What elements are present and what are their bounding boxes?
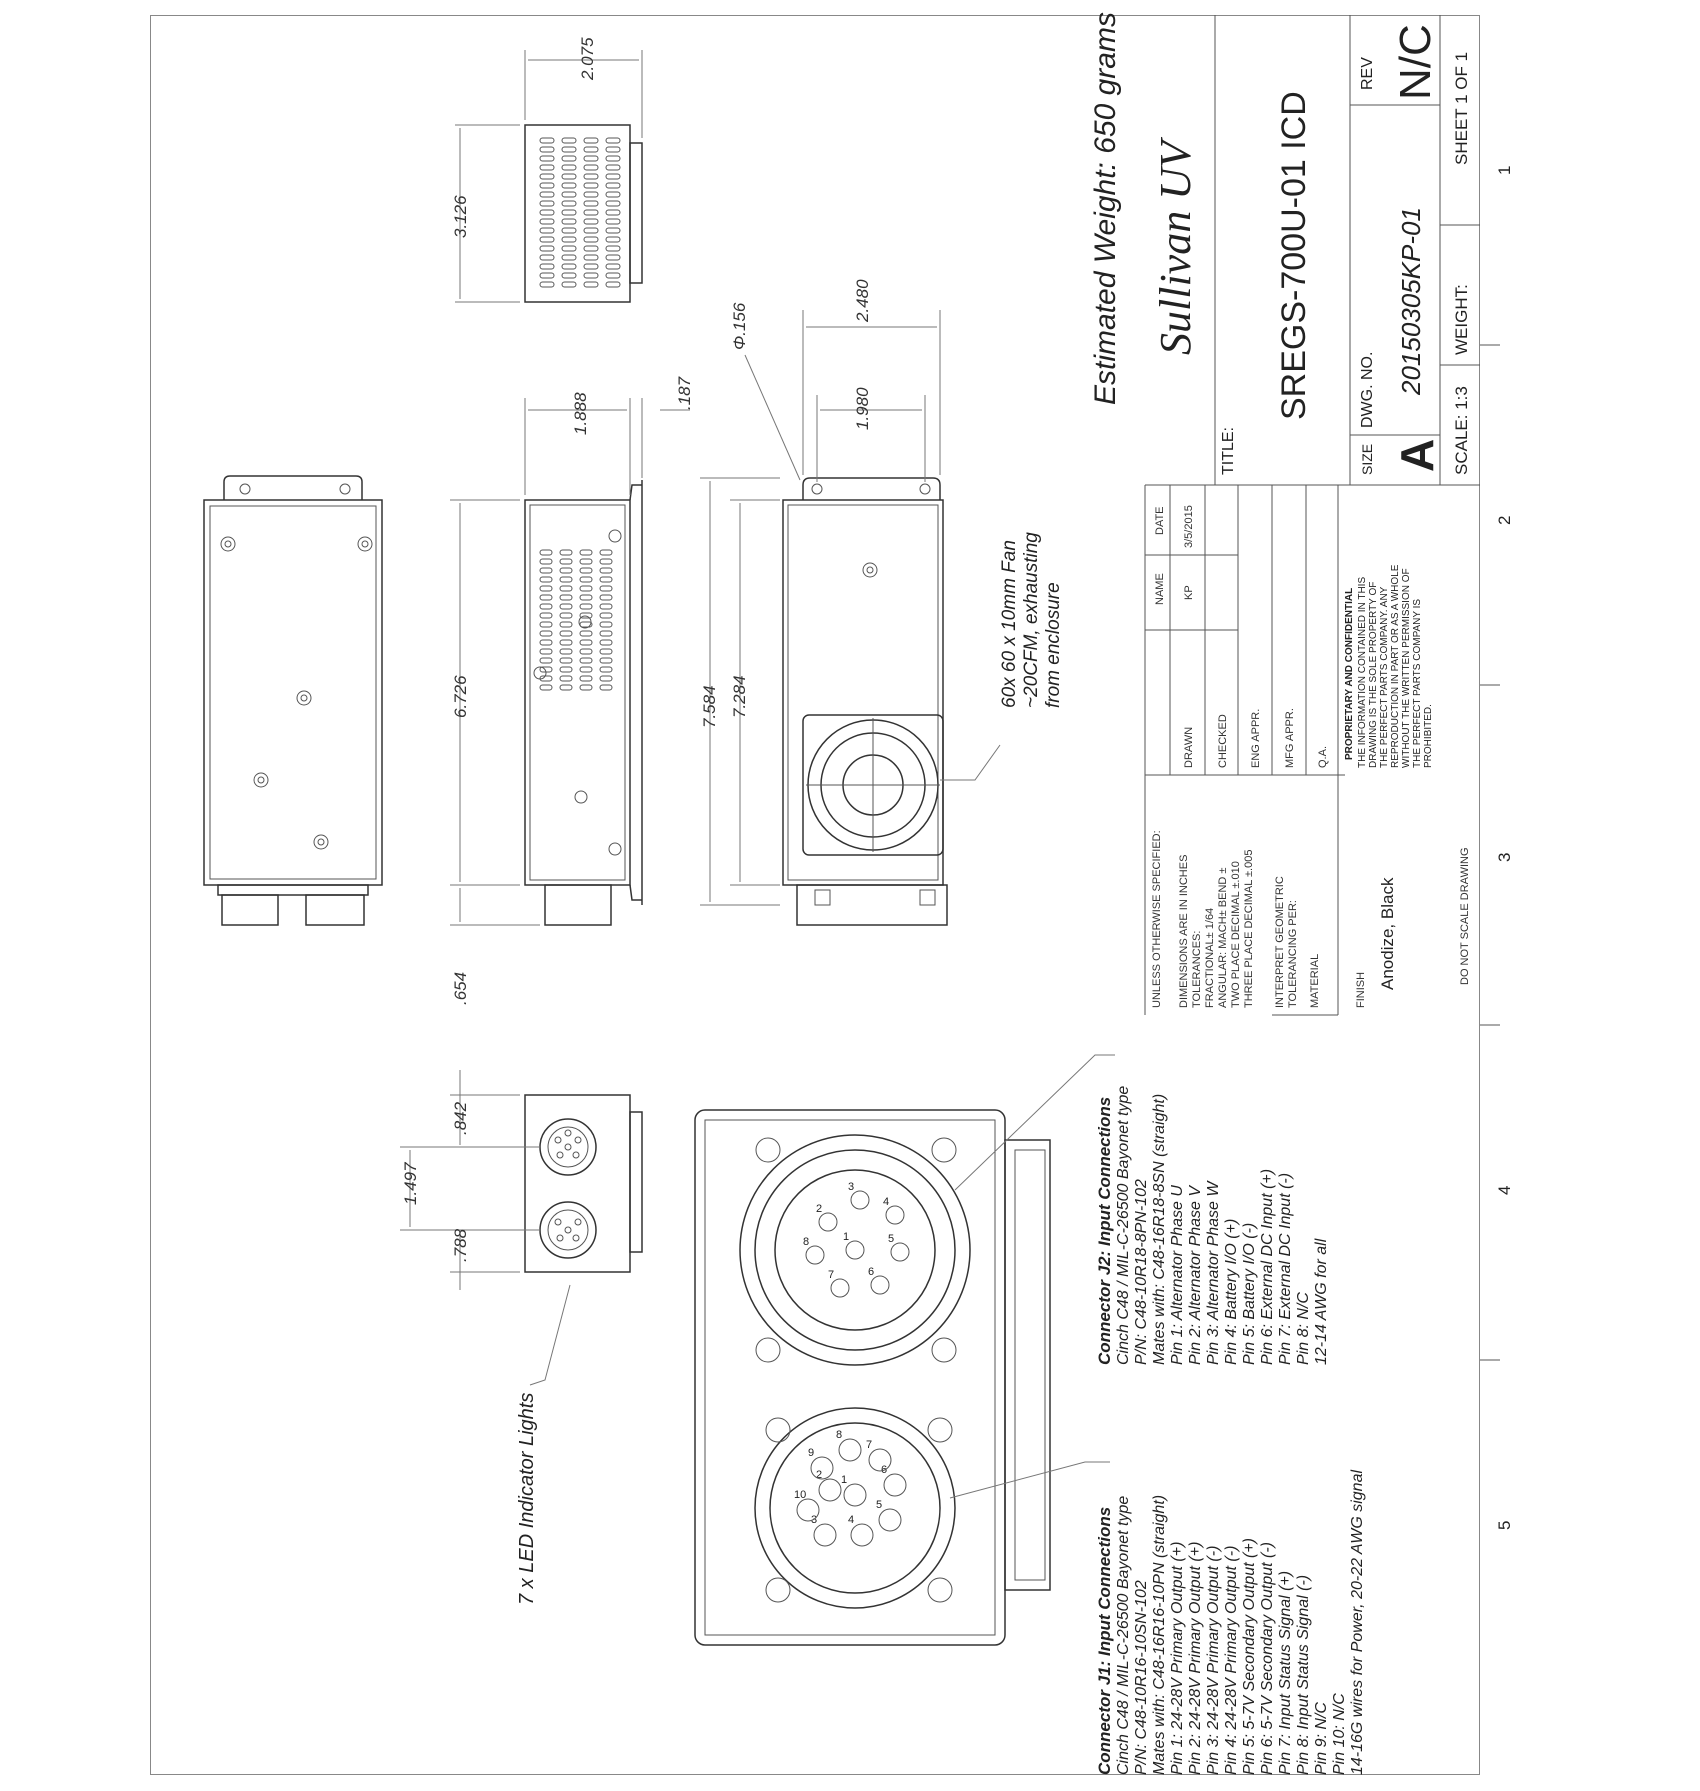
proprietary-line: THE PERFECT PARTS COMPANY IS [1412, 598, 1423, 768]
vent-slot [540, 685, 552, 690]
top-view [204, 476, 382, 925]
vent-slot [540, 264, 554, 269]
vent-slot [540, 201, 554, 206]
vent-slot [540, 640, 552, 645]
vent-slot [540, 156, 554, 161]
fan-callout-line3: from enclosure [1043, 582, 1064, 708]
dim-842: .842 [451, 1101, 470, 1135]
vent-slot [560, 649, 572, 654]
connector-note-line: 14-16G wires for Power, 20-22 AWG signal [1349, 1469, 1366, 1775]
vent-slot [540, 649, 552, 654]
tol-line2: DIMENSIONS ARE IN INCHES [1178, 854, 1190, 1008]
scale: SCALE: 1:3 [1452, 386, 1471, 475]
vent-slot [584, 228, 598, 233]
vent-slot [562, 282, 576, 287]
vent-slot [600, 568, 612, 573]
j1-pin-label: 1 [841, 1474, 848, 1486]
vent-slot [540, 577, 552, 582]
connector-note-line: Pin 6: External DC Input (+) [1259, 1168, 1276, 1365]
vent-slot [560, 613, 572, 618]
connector-note-line: Mates with: C48-16R16-10PN (straight) [1151, 1494, 1168, 1775]
j1-pin [819, 1479, 841, 1501]
connector-note-line: Pin 5: 5-7V Secondary Output (+) [1241, 1537, 1258, 1775]
zone-number: 2 [1495, 515, 1514, 525]
j2-notes [1095, 1086, 1330, 1365]
vent-slot [606, 237, 620, 242]
vent-slot [584, 165, 598, 170]
j1-pin [839, 1439, 861, 1461]
j1-pin-label: 8 [836, 1429, 843, 1441]
proprietary-line: WITHOUT THE WRITTEN PERMISSION OF [1401, 568, 1412, 768]
vent-slot [540, 237, 554, 242]
vent-slot [600, 667, 612, 672]
vent-slot [606, 264, 620, 269]
vent-slot [584, 255, 598, 260]
vent-slot [562, 201, 576, 206]
vent-slot [540, 658, 552, 663]
vent-slot [600, 649, 612, 654]
vent-slot [606, 174, 620, 179]
j2-pin [871, 1276, 889, 1294]
tol-line7: THREE PLACE DECIMAL ±.005 [1243, 849, 1255, 1008]
vent-slot [562, 192, 576, 197]
tolerances-block [1151, 830, 1471, 1008]
vent-slot [560, 586, 572, 591]
vent-slot [540, 559, 552, 564]
vent-slot [584, 183, 598, 188]
connector-note-line: Cinch C48 / MIL-C-26500 Bayonet type [1115, 1495, 1132, 1775]
vent-slot [600, 631, 612, 636]
vent-slot [584, 210, 598, 215]
vent-slot [562, 165, 576, 170]
vent-slot [580, 667, 592, 672]
vent-slot [540, 165, 554, 170]
vent-slot [560, 685, 572, 690]
j2-pin-label: 2 [816, 1203, 823, 1215]
j2-pin [831, 1279, 849, 1297]
vent-slot [606, 246, 620, 251]
dim-1497: 1.497 [401, 1162, 420, 1205]
vent-slot [606, 156, 620, 161]
proprietary-line: THE PERFECT PARTS COMPANY. ANY [1379, 586, 1390, 768]
vent-slot [562, 273, 576, 278]
vent-slot [600, 586, 612, 591]
j1-pin [797, 1499, 819, 1521]
connector-note-line: Pin 9: N/C [1313, 1702, 1330, 1775]
sheet: SHEET 1 OF 1 [1452, 51, 1471, 165]
dim-2480: 2.480 [853, 279, 872, 322]
connector-note-line: Pin 1: Alternator Phase U [1169, 1185, 1186, 1365]
j2-pin-label: 1 [843, 1231, 850, 1243]
vent-slot [562, 183, 576, 188]
vent-slot [606, 273, 620, 278]
vent-slot [540, 183, 554, 188]
tol-line9: TOLERANCING PER: [1287, 900, 1299, 1008]
vent-slot [606, 219, 620, 224]
appr-drawn: DRAWN [1183, 726, 1195, 768]
j2-pin [846, 1241, 864, 1259]
j2-pin [891, 1243, 909, 1261]
vent-slot [584, 237, 598, 242]
zone-number: 5 [1495, 1520, 1514, 1530]
vent-slot [606, 138, 620, 143]
company-logo: Sullivan UV [1151, 141, 1200, 355]
j1-pin [884, 1474, 906, 1496]
vent-slot [600, 676, 612, 681]
vent-slot [562, 210, 576, 215]
vent-slot [562, 255, 576, 260]
j1-pin [844, 1484, 866, 1506]
connector-note-line: Pin 2: Alternator Phase V [1187, 1185, 1204, 1365]
vent-slot [560, 577, 572, 582]
vent-slot [584, 282, 598, 287]
connector-title: Connector J1: Input Connections [1095, 1506, 1114, 1775]
vent-slot [580, 595, 592, 600]
connector-note-line: Pin 1: 24-28V Primary Output (+) [1169, 1541, 1186, 1775]
j1-pin-label: 6 [881, 1464, 888, 1476]
j2-pin [819, 1213, 837, 1231]
tol-line3: TOLERANCES: [1191, 930, 1203, 1008]
vent-slot [580, 559, 592, 564]
vent-slot [606, 192, 620, 197]
vent-slot [560, 667, 572, 672]
vent-slot [540, 219, 554, 224]
vent-slot [580, 658, 592, 663]
rev-label: REV [1359, 57, 1376, 90]
j2-pin [886, 1206, 904, 1224]
vent-slot [580, 550, 592, 555]
side-view [450, 398, 690, 925]
j1-pin [851, 1524, 873, 1546]
vent-slot [584, 192, 598, 197]
vent-slot [540, 138, 554, 143]
j2-pin-label: 6 [868, 1266, 875, 1278]
vent-slot [540, 613, 552, 618]
vent-slot [562, 237, 576, 242]
vent-slot [540, 568, 552, 573]
dim-156: Φ.156 [730, 302, 749, 350]
proprietary-heading: PROPRIETARY AND CONFIDENTIAL [1344, 587, 1355, 760]
vent-slot [584, 156, 598, 161]
vent-slot [584, 147, 598, 152]
proprietary-line: PROHIBITED. [1423, 704, 1434, 768]
connector-title: Connector J2: Input Connections [1095, 1096, 1114, 1365]
vent-slot [584, 264, 598, 269]
end-view-vents [455, 50, 642, 302]
dim-187: .187 [675, 376, 694, 410]
j1-pin-label: 4 [848, 1514, 855, 1526]
vent-slot [560, 640, 572, 645]
approvals-table [1154, 505, 1329, 768]
vent-slot [562, 219, 576, 224]
vent-slot [540, 246, 554, 251]
vent-slot [600, 685, 612, 690]
dim-7284: 7.284 [730, 675, 749, 718]
vent-slot [560, 622, 572, 627]
vent-slot [606, 255, 620, 260]
vent-slot [580, 649, 592, 654]
vent-slot [540, 550, 552, 555]
fan-callout-line1: 60x 60 x 10mm Fan [999, 540, 1020, 708]
vent-slot [606, 201, 620, 206]
finish-value: Anodize, Black [1378, 877, 1397, 990]
dwg-no-label: DWG. NO. [1359, 351, 1376, 428]
vent-slot [540, 228, 554, 233]
connector-note-line: Pin 7: External DC Input (-) [1277, 1172, 1294, 1365]
vent-slot [606, 165, 620, 170]
connector-note-line: Pin 2: 24-28V Primary Output (+) [1187, 1541, 1204, 1775]
j1-pin [869, 1449, 891, 1471]
zone-ticks [1480, 345, 1500, 1360]
vent-slot [540, 192, 554, 197]
vent-slot [540, 595, 552, 600]
appr-qa: Q.A. [1317, 745, 1329, 768]
vent-slot [580, 640, 592, 645]
vent-slot [562, 138, 576, 143]
connector-note-line: P/N: C48-10R16-10SN-102 [1133, 1580, 1150, 1775]
j1-pin-label: 5 [876, 1499, 883, 1511]
vent-slot [562, 147, 576, 152]
vent-slot [606, 282, 620, 287]
fan-callout-line2: ~20CFM, exhausting [1021, 532, 1042, 708]
dim-1888: 1.888 [571, 392, 590, 435]
do-not-scale: DO NOT SCALE DRAWING [1459, 847, 1471, 985]
j1-pin [879, 1509, 901, 1531]
led-callout: 7 x LED Indicator Lights [516, 1392, 538, 1605]
dwg-no: 20150305KP-01 [1396, 207, 1426, 395]
connector-note-line: Pin 7: Input Status Signal (+) [1277, 1570, 1294, 1775]
connector-note-line: Pin 8: Input Status Signal (-) [1295, 1574, 1312, 1775]
vent-slot [580, 568, 592, 573]
j1-pin-label: 3 [811, 1514, 818, 1526]
vent-slot [600, 550, 612, 555]
j2-pin-label: 8 [803, 1236, 810, 1248]
vent-slot [562, 246, 576, 251]
vent-slot [540, 622, 552, 627]
vent-slot [580, 577, 592, 582]
vent-slot [600, 604, 612, 609]
tol-line4: FRACTIONAL± 1/64 [1204, 907, 1216, 1008]
connector-note-line: Pin 10: N/C [1331, 1693, 1348, 1775]
vent-slot [580, 676, 592, 681]
vent-slot [600, 658, 612, 663]
vent-slot [560, 604, 572, 609]
connector-note-line: Mates with: C48-16R18-8SN (straight) [1151, 1093, 1168, 1365]
vent-slot [540, 255, 554, 260]
vent-slot [606, 147, 620, 152]
vent-slot [540, 604, 552, 609]
j2-pin-label: 3 [848, 1181, 855, 1193]
vent-slot [560, 676, 572, 681]
j2-pin [851, 1191, 869, 1209]
fan-view [700, 310, 1000, 925]
dim-3126: 3.126 [451, 195, 470, 238]
finish-label: FINISH [1355, 971, 1367, 1008]
vent-slot [606, 228, 620, 233]
material-label: MATERIAL [1309, 953, 1321, 1008]
proprietary-notice [1344, 564, 1434, 768]
drawing-title: SREGS-700U-01 ICD [1275, 91, 1313, 420]
zone-number: 4 [1495, 1185, 1514, 1195]
dim-7584: 7.584 [700, 685, 719, 728]
vent-slot [600, 559, 612, 564]
connector-note-line: Pin 6: 5-7V Secondary Output (-) [1259, 1542, 1276, 1775]
vent-slot [560, 658, 572, 663]
appr-checked: CHECKED [1217, 714, 1229, 768]
vent-slot [562, 156, 576, 161]
dim-2075: 2.075 [578, 37, 597, 80]
title-label: TITLE: [1220, 426, 1237, 475]
tol-line1: UNLESS OTHERWISE SPECIFIED: [1151, 830, 1163, 1008]
vent-slot [600, 577, 612, 582]
vent-slot [560, 559, 572, 564]
connector-note-line: Pin 4: 24-28V Primary Output (-) [1223, 1545, 1240, 1775]
connector-note-line: 12-14 AWG for all [1313, 1238, 1330, 1365]
appr-name-header: NAME [1154, 573, 1166, 605]
connector-note-line: P/N: C48-10R18-8PN-102 [1133, 1179, 1150, 1365]
connector-note-line: Cinch C48 / MIL-C-26500 Bayonet type [1115, 1085, 1132, 1365]
vent-slot [562, 228, 576, 233]
j1-pin-label: 2 [816, 1469, 823, 1481]
connector-note-line: Pin 3: 24-28V Primary Output (-) [1205, 1545, 1222, 1775]
dim-6726: 6.726 [451, 675, 470, 718]
vent-slot [584, 246, 598, 251]
connector-end-view [400, 1070, 642, 1385]
size-label: SIZE [1359, 443, 1375, 475]
vent-slot [600, 640, 612, 645]
vent-slot [580, 586, 592, 591]
zone-number: 1 [1495, 165, 1514, 175]
appr-eng: ENG APPR. [1250, 708, 1262, 768]
vent-slot [560, 631, 572, 636]
vent-slot [560, 568, 572, 573]
connector-note-line: Pin 4: Battery I/O (+) [1223, 1218, 1240, 1365]
tol-line8: INTERPRET GEOMETRIC [1274, 876, 1286, 1008]
appr-drawn-name: KP [1183, 585, 1195, 600]
vent-slot [540, 147, 554, 152]
zone-numbers [1495, 166, 1514, 1530]
proprietary-line: THE INFORMATION CONTAINED IN THIS [1357, 576, 1368, 768]
j2-pin-label: 7 [828, 1269, 835, 1281]
vent-slot [562, 264, 576, 269]
vent-slot [540, 631, 552, 636]
vent-slot [560, 595, 572, 600]
weight-label: WEIGHT: [1452, 284, 1471, 355]
appr-date-header: DATE [1154, 506, 1166, 535]
vent-slot [584, 219, 598, 224]
connector-large-view [695, 1055, 1115, 1645]
vent-slot [562, 174, 576, 179]
j1-pin-label: 7 [866, 1439, 873, 1451]
j1-pin-label: 9 [808, 1447, 815, 1459]
dim-654: .654 [451, 971, 470, 1005]
connector-note-line: Pin 3: Alternator Phase W [1205, 1181, 1222, 1365]
j2-pin [806, 1246, 824, 1264]
rev-value: N/C [1391, 24, 1440, 100]
vent-slot [560, 550, 572, 555]
proprietary-line: DRAWING IS THE SOLE PROPERTY OF [1368, 581, 1379, 768]
proprietary-line: REPRODUCTION IN PART OR AS A WHOLE [1390, 564, 1401, 768]
appr-drawn-date: 3/5/2015 [1183, 505, 1195, 548]
j1-pin-label: 10 [794, 1489, 807, 1501]
vent-slot [540, 273, 554, 278]
vent-slot [540, 282, 554, 287]
vent-slot [584, 273, 598, 278]
size-value: A [1391, 438, 1443, 472]
vent-slot [584, 138, 598, 143]
estimated-weight: Estimated Weight: 650 grams [1089, 12, 1122, 405]
vent-slot [584, 201, 598, 206]
vent-slot [580, 631, 592, 636]
j1-notes [1095, 1470, 1366, 1775]
vent-slot [606, 210, 620, 215]
dim-788: .788 [451, 1228, 470, 1262]
vent-slot [580, 685, 592, 690]
vent-slot [600, 613, 612, 618]
appr-mfg: MFG APPR. [1284, 708, 1296, 768]
vent-slot [600, 595, 612, 600]
connector-note-line: Pin 5: Battery I/O (-) [1241, 1222, 1258, 1365]
connector-note-line: Pin 8: N/C [1295, 1292, 1312, 1365]
tol-line6: TWO PLACE DECIMAL ±.010 [1230, 861, 1242, 1008]
j2-pin-label: 4 [883, 1196, 890, 1208]
vent-slot [600, 622, 612, 627]
j2-pin-label: 5 [888, 1233, 895, 1245]
vent-slot [606, 183, 620, 188]
vent-slot [540, 174, 554, 179]
vent-slot [584, 174, 598, 179]
vent-slot [540, 210, 554, 215]
zone-number: 3 [1495, 852, 1514, 862]
vent-slot [540, 586, 552, 591]
j1-pin [814, 1524, 836, 1546]
tol-line5: ANGULAR: MACH± BEND ± [1217, 867, 1229, 1008]
dim-1980: 1.980 [853, 387, 872, 430]
fan-callout [999, 532, 1064, 708]
vent-slot [580, 604, 592, 609]
